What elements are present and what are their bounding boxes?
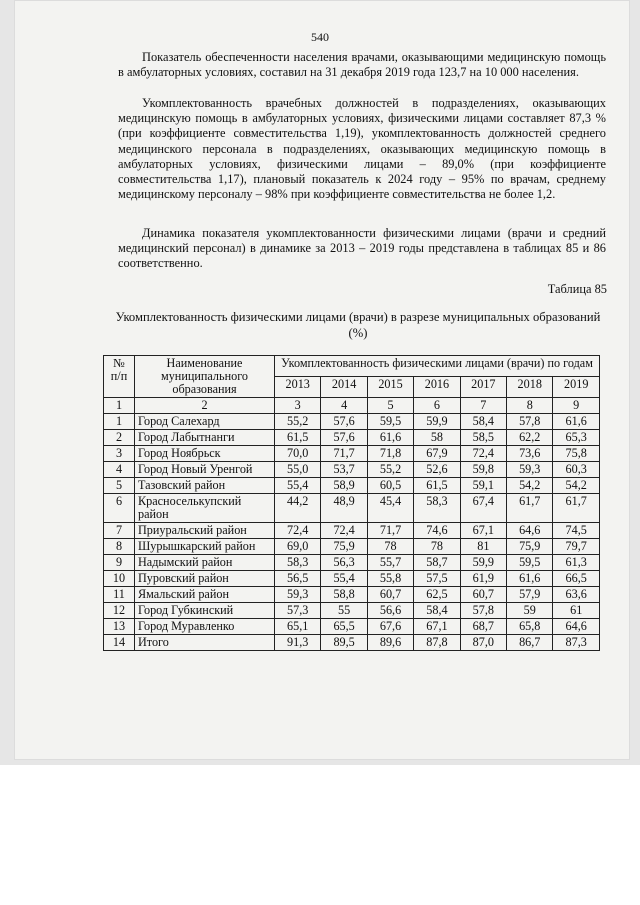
value-cell: 87,3	[553, 635, 600, 651]
row-number-cell: 14	[104, 635, 135, 651]
municipality-cell: Красноселькупский район	[135, 494, 275, 523]
column-number-cell: 4	[321, 398, 367, 414]
row-number-cell: 8	[104, 539, 135, 555]
value-cell: 55,2	[275, 414, 321, 430]
value-cell: 61,9	[460, 571, 506, 587]
value-cell: 86,7	[507, 635, 553, 651]
table-row	[104, 619, 600, 635]
value-cell: 59,8	[460, 462, 506, 478]
value-cell: 61,3	[553, 555, 600, 571]
value-cell: 61,6	[367, 430, 413, 446]
value-cell: 89,6	[367, 635, 413, 651]
table-row	[104, 414, 600, 430]
column-number-cell: 8	[507, 398, 553, 414]
municipality-cell: Город Новый Уренгой	[135, 462, 275, 478]
row-number-cell: 3	[104, 446, 135, 462]
value-cell: 57,5	[414, 571, 460, 587]
value-cell: 65,8	[507, 619, 553, 635]
value-cell: 58	[414, 430, 460, 446]
value-cell: 61,6	[553, 414, 600, 430]
value-cell: 60,7	[460, 587, 506, 603]
value-cell: 58,3	[414, 494, 460, 523]
table-row	[104, 539, 600, 555]
value-cell: 55,8	[367, 571, 413, 587]
municipality-cell: Тазовский район	[135, 478, 275, 494]
value-cell: 67,6	[367, 619, 413, 635]
value-cell: 68,7	[460, 619, 506, 635]
header-year: 2015	[367, 377, 413, 398]
value-cell: 72,4	[275, 523, 321, 539]
value-cell: 65,3	[553, 430, 600, 446]
value-cell: 91,3	[275, 635, 321, 651]
value-cell: 72,4	[321, 523, 367, 539]
value-cell: 60,7	[367, 587, 413, 603]
value-cell: 75,9	[321, 539, 367, 555]
paragraph-text: Укомплектованность врачебных должностей в подразделениях, оказывающих медицинскую помощь в амбулаторных условиях, физическими лицами составляет 87,3 % (при коэффициенте совместительства 1,19), укомплектованность должностей среднего медицинского персонала в подразделениях, оказывающих медицинскую помощь в амбулаторных условиях, физическими лицами – 89,0% (при коэффициенте совместительства 1,17), плановый показатель к 2024 году – 95% по врачам, среднему медицинскому персоналу – 98% при коэффициенте совместительства не более 1,2.	[118, 96, 606, 202]
municipality-cell: Город Муравленко	[135, 619, 275, 635]
column-number-row	[104, 398, 600, 414]
row-number-cell: 1	[104, 414, 135, 430]
value-cell: 81	[460, 539, 506, 555]
municipality-cell: Ямальский район	[135, 587, 275, 603]
row-number-cell: 10	[104, 571, 135, 587]
value-cell: 55,0	[275, 462, 321, 478]
value-cell: 87,8	[414, 635, 460, 651]
value-cell: 57,8	[507, 414, 553, 430]
table-row	[104, 494, 600, 523]
value-cell: 74,6	[414, 523, 460, 539]
value-cell: 57,6	[321, 414, 367, 430]
value-cell: 56,5	[275, 571, 321, 587]
value-cell: 65,1	[275, 619, 321, 635]
header-year: 2014	[321, 377, 367, 398]
paragraph-staffing	[118, 96, 606, 202]
value-cell: 59	[507, 603, 553, 619]
value-cell: 58,3	[275, 555, 321, 571]
header-year: 2019	[553, 377, 600, 398]
row-number-cell: 11	[104, 587, 135, 603]
value-cell: 69,0	[275, 539, 321, 555]
value-cell: 89,5	[321, 635, 367, 651]
header-staffing-by-year: Укомплектованность физическими лицами (врачи) по годам	[275, 356, 600, 377]
value-cell: 52,6	[414, 462, 460, 478]
value-cell: 44,2	[275, 494, 321, 523]
municipality-cell: Итого	[135, 635, 275, 651]
table-row	[104, 603, 600, 619]
value-cell: 70,0	[275, 446, 321, 462]
value-cell: 58,4	[460, 414, 506, 430]
value-cell: 58,9	[321, 478, 367, 494]
table-row	[104, 523, 600, 539]
value-cell: 58,4	[414, 603, 460, 619]
row-number-cell: 2	[104, 430, 135, 446]
table-row	[104, 587, 600, 603]
table-header-row	[104, 356, 600, 377]
value-cell: 54,2	[507, 478, 553, 494]
value-cell: 67,1	[414, 619, 460, 635]
value-cell: 61	[553, 603, 600, 619]
header-year: 2017	[460, 377, 506, 398]
paragraph-dynamics	[118, 226, 606, 272]
value-cell: 60,5	[367, 478, 413, 494]
row-number-cell: 12	[104, 603, 135, 619]
row-number-cell: 13	[104, 619, 135, 635]
value-cell: 59,9	[460, 555, 506, 571]
value-cell: 59,5	[367, 414, 413, 430]
value-cell: 55,4	[321, 571, 367, 587]
column-number-cell: 7	[460, 398, 506, 414]
value-cell: 57,9	[507, 587, 553, 603]
value-cell: 78	[367, 539, 413, 555]
page-number: 540	[311, 30, 329, 44]
value-cell: 60,3	[553, 462, 600, 478]
row-number-cell: 4	[104, 462, 135, 478]
value-cell: 59,3	[507, 462, 553, 478]
column-number-cell: 2	[135, 398, 275, 414]
column-number-cell: 6	[414, 398, 460, 414]
value-cell: 55	[321, 603, 367, 619]
value-cell: 72,4	[460, 446, 506, 462]
column-number-cell: 9	[553, 398, 600, 414]
value-cell: 48,9	[321, 494, 367, 523]
header-number: № п/п	[104, 356, 135, 398]
value-cell: 59,1	[460, 478, 506, 494]
column-number-cell: 3	[275, 398, 321, 414]
value-cell: 64,6	[553, 619, 600, 635]
value-cell: 73,6	[507, 446, 553, 462]
value-cell: 62,5	[414, 587, 460, 603]
value-cell: 78	[414, 539, 460, 555]
table-row	[104, 446, 600, 462]
value-cell: 55,7	[367, 555, 413, 571]
value-cell: 56,6	[367, 603, 413, 619]
table-row	[104, 555, 600, 571]
value-cell: 45,4	[367, 494, 413, 523]
value-cell: 53,7	[321, 462, 367, 478]
table-row	[104, 430, 600, 446]
value-cell: 61,5	[275, 430, 321, 446]
table-row	[104, 462, 600, 478]
value-cell: 63,6	[553, 587, 600, 603]
value-cell: 61,7	[553, 494, 600, 523]
table-title: Укомплектованность физическими лицами (врачи) в разрезе муниципальных образований (%)	[115, 310, 601, 340]
value-cell: 64,6	[507, 523, 553, 539]
header-municipality: Наименование муниципального образования	[135, 356, 275, 398]
value-cell: 71,8	[367, 446, 413, 462]
table-label: Таблица 85	[547, 282, 607, 296]
value-cell: 59,9	[414, 414, 460, 430]
value-cell: 54,2	[553, 478, 600, 494]
paragraph-physicians-ratio	[118, 50, 606, 80]
value-cell: 71,7	[321, 446, 367, 462]
value-cell: 67,9	[414, 446, 460, 462]
table-row	[104, 635, 600, 651]
value-cell: 58,7	[414, 555, 460, 571]
value-cell: 66,5	[553, 571, 600, 587]
value-cell: 59,5	[507, 555, 553, 571]
value-cell: 61,7	[507, 494, 553, 523]
paragraph-text: Динамика показателя укомплектованности физическими лицами (врачи и средний медицинский персонал) в динамике за 2013 – 2019 годы представлена в таблицах 85 и 86 соответственно.	[118, 226, 606, 271]
municipality-cell: Город Ноябрьск	[135, 446, 275, 462]
value-cell: 75,8	[553, 446, 600, 462]
municipality-cell: Город Лабытнанги	[135, 430, 275, 446]
value-cell: 58,8	[321, 587, 367, 603]
municipality-cell: Город Губкинский	[135, 603, 275, 619]
table-row	[104, 478, 600, 494]
value-cell: 57,8	[460, 603, 506, 619]
value-cell: 59,3	[275, 587, 321, 603]
column-number-cell: 5	[367, 398, 413, 414]
row-number-cell: 5	[104, 478, 135, 494]
value-cell: 75,9	[507, 539, 553, 555]
row-number-cell: 7	[104, 523, 135, 539]
value-cell: 67,1	[460, 523, 506, 539]
header-year: 2013	[275, 377, 321, 398]
municipality-cell: Пуровский район	[135, 571, 275, 587]
value-cell: 65,5	[321, 619, 367, 635]
value-cell: 57,3	[275, 603, 321, 619]
value-cell: 55,2	[367, 462, 413, 478]
column-number-cell: 1	[104, 398, 135, 414]
value-cell: 67,4	[460, 494, 506, 523]
municipality-cell: Шурышкарский район	[135, 539, 275, 555]
header-year: 2018	[507, 377, 553, 398]
header-year: 2016	[414, 377, 460, 398]
value-cell: 56,3	[321, 555, 367, 571]
table-row	[104, 571, 600, 587]
value-cell: 79,7	[553, 539, 600, 555]
value-cell: 71,7	[367, 523, 413, 539]
row-number-cell: 9	[104, 555, 135, 571]
municipality-cell: Город Салехард	[135, 414, 275, 430]
value-cell: 57,6	[321, 430, 367, 446]
value-cell: 74,5	[553, 523, 600, 539]
municipality-cell: Надымский район	[135, 555, 275, 571]
row-number-cell: 6	[104, 494, 135, 523]
paragraph-text: Показатель обеспеченности населения врачами, оказывающими медицинскую помощь в амбулаторных условиях, составил на 31 декабря 2019 года 123,7 на 10 000 населения.	[118, 50, 606, 80]
value-cell: 87,0	[460, 635, 506, 651]
value-cell: 55,4	[275, 478, 321, 494]
value-cell: 61,5	[414, 478, 460, 494]
staffing-table	[103, 355, 600, 651]
value-cell: 62,2	[507, 430, 553, 446]
value-cell: 61,6	[507, 571, 553, 587]
municipality-cell: Приуральский район	[135, 523, 275, 539]
value-cell: 58,5	[460, 430, 506, 446]
